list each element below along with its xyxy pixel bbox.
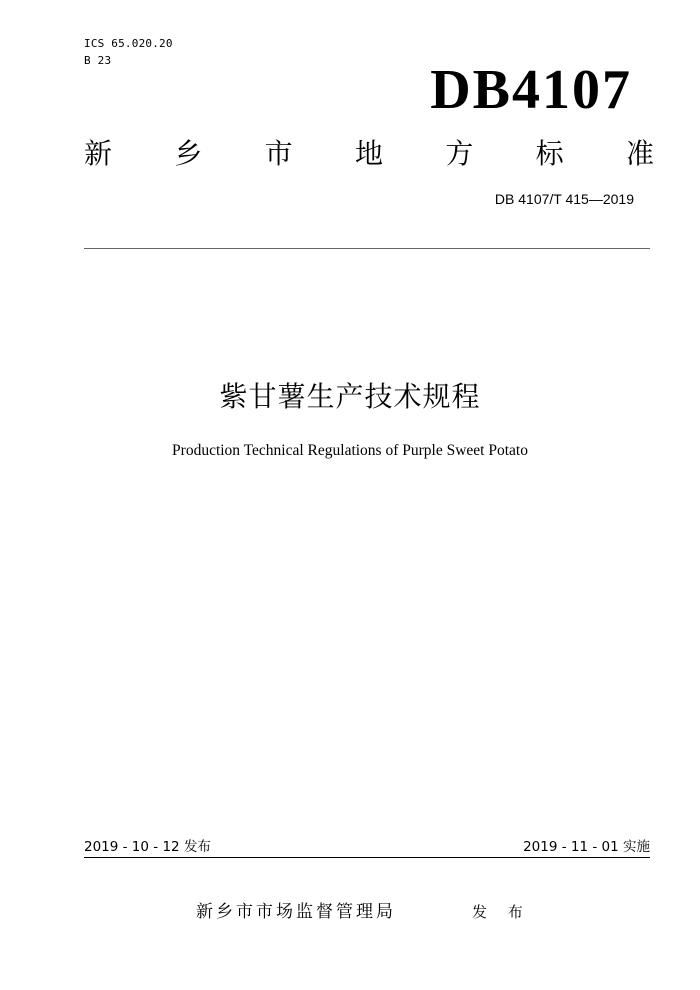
standard-number: DB 4107/T 415—2019 [494,191,634,207]
document-title-chinese: 紫甘薯生产技术规程 [219,380,481,413]
standard-type-char: 乡 [174,137,203,170]
bottom-divider [84,857,650,858]
standard-code-large: DB4107 [430,59,632,121]
publisher-name: 新乡市市场监督管理局 [196,902,396,922]
standard-type-char: 准 [625,137,654,170]
standard-type-char: 新 [84,137,113,170]
standard-type-char: 市 [264,137,293,170]
document-title-english: Production Technical Regulations of Purple Sweet Potato [172,442,528,459]
ics-code: ICS 65.020.20 [84,37,173,50]
issue-date: 2019 - 10 - 12 发布 [84,839,211,855]
standard-type-char: 标 [535,137,564,170]
standard-type-char: 地 [354,137,383,170]
ccs-code: B 23 [84,54,112,67]
implementation-date: 2019 - 11 - 01 实施 [523,839,650,855]
top-divider [84,248,650,249]
publish-label: 发 布 [472,903,531,921]
standard-type-heading [84,137,654,171]
standard-type-char: 方 [445,137,474,170]
